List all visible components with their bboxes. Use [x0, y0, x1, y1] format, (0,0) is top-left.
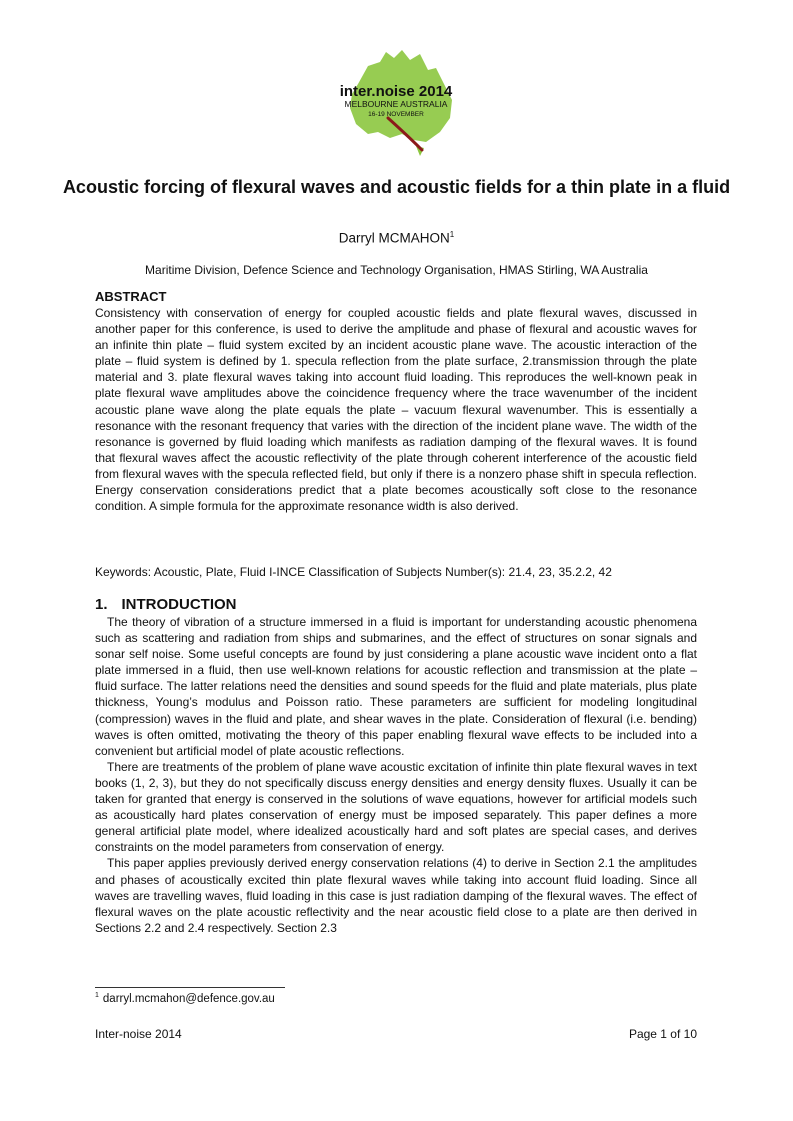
svg-text:inter.noise 2014: inter.noise 2014	[339, 83, 453, 100]
section-number: 1.	[95, 596, 108, 613]
paragraph: There are treatments of the problem of plane wave acoustic excitation of infinite thin plate flexural waves in text books (1, 2, 3), but they do not specifically discuss energy densities and energy density fluxes. Usually it can be taken for granted that energy is conserved in the solutions of wave equations, however for artificial models such as acoustically hard plates conservation of energy must be imposed separately. This paper defines a more general artificial plate model, where idealized acoustically hard and soft plates are special cases, and derives constraints on the model parameters from conservation of energy.	[95, 759, 697, 855]
footnote-divider	[95, 987, 285, 988]
author-footnote-mark: 1	[449, 230, 455, 239]
paragraph: The theory of vibration of a structure immersed in a fluid is important for understanding acoustic phenomena such as scattering and radiation from ships and submarines, and the effect of structures on sonar signals and sonar self noise. Some useful concepts are found by just considering a plane acoustic wave incident onto a flat plate immersed in a fluid, then use well-known relations for acoustic reflection and transmission at the plate – fluid surface. The latter relations need the densities and sound speeds for the fluid and plate materials, plus plate thickness, Young’s modulus and Poisson ratio. These parameters are sufficient for modeling longitudinal (compression) waves in the fluid and plate, and shear waves in the plate. Consideration of flexural (i.e. bending) waves is often omitted, motivating the theory of this paper enabling flexural wave effects to be included into a convenient but artificial model of plate acoustic reflections.	[95, 615, 697, 758]
section-heading	[95, 596, 237, 613]
keywords: Keywords: Acoustic, Plate, Fluid I-INCE Classification of Subjects Number(s): 21.4, 23, 35.2.2, 42	[95, 565, 612, 579]
svg-text:MELBOURNE AUSTRALIA: MELBOURNE AUSTRALIA	[344, 99, 448, 109]
author-name: Darryl MCMAHON	[338, 230, 450, 246]
footer-conference: Inter-noise 2014	[95, 1027, 182, 1041]
abstract-heading: ABSTRACT	[95, 289, 167, 304]
section-body	[95, 614, 697, 936]
affiliation: Maritime Division, Defence Science and Technology Organisation, HMAS Stirling, WA Australia	[145, 263, 648, 277]
paper-title: Acoustic forcing of flexural waves and acoustic fields for a thin plate in a fluid	[62, 177, 731, 197]
paragraph: This paper applies previously derived energy conservation relations (4) to derive in Section 2.1 the amplitudes and phases of acoustically excited thin plate flexural waves while taking into account fluid loading. Since all waves are travelling waves, fluid loading in this case is just radiation damping of the flexural waves. The effect of flexural waves on the plate acoustic reflectivity and the near acoustic field close to a plate are then derived in Sections 2.2 and 2.4 respectively. Section 2.3	[95, 856, 697, 935]
abstract-text: Consistency with conservation of energy for coupled acoustic fields and plate flexural waves, discussed in another paper for this conference, is used to derive the amplitude and phase of flexural and acoustic waves for an infinite thin plate – fluid system excited by an incident acoustic plane wave. The acoustic interaction of the plate – fluid system is defined by 1. specula reflection from the plate surface, 2.transmission through the plate material and 3. plate flexural waves taking into account fluid loading. This reproduces the well-known peak in plate flexural wave amplitudes above the coincidence frequency where the trace wavenumber of the incident acoustic plane wave along the plate equals the plate – vacuum flexural wavenumber. This is essentially a resonance with the resonant frequency that varies with the direction of the incident plane wave. The width of the resonance is governed by fluid loading which manifests as radiation damping of the flexural waves. It is found that flexural waves affect the acoustic reflectivity of the plate through coherent interference of the acoustic field from flexural waves with the specula reflected field, but only if there is a nonzero phase shift in specula reflection. Energy conservation considerations predict that a plate becomes acoustically soft close to the resonance condition. A simple formula for the approximate resonance width is also derived.	[95, 306, 697, 514]
page-number: Page 1 of 10	[628, 1027, 697, 1041]
australia-map-logo-icon	[328, 44, 464, 164]
footnote-mark: 1	[95, 992, 99, 999]
footnote-email[interactable]: darryl.mcmahon@defence.gov.au	[102, 992, 275, 1005]
conference-logo	[328, 44, 464, 164]
section-title: INTRODUCTION	[121, 596, 237, 613]
footnote	[95, 992, 275, 1005]
author	[0, 230, 793, 246]
svg-text:16-19 NOVEMBER: 16-19 NOVEMBER	[368, 111, 424, 118]
